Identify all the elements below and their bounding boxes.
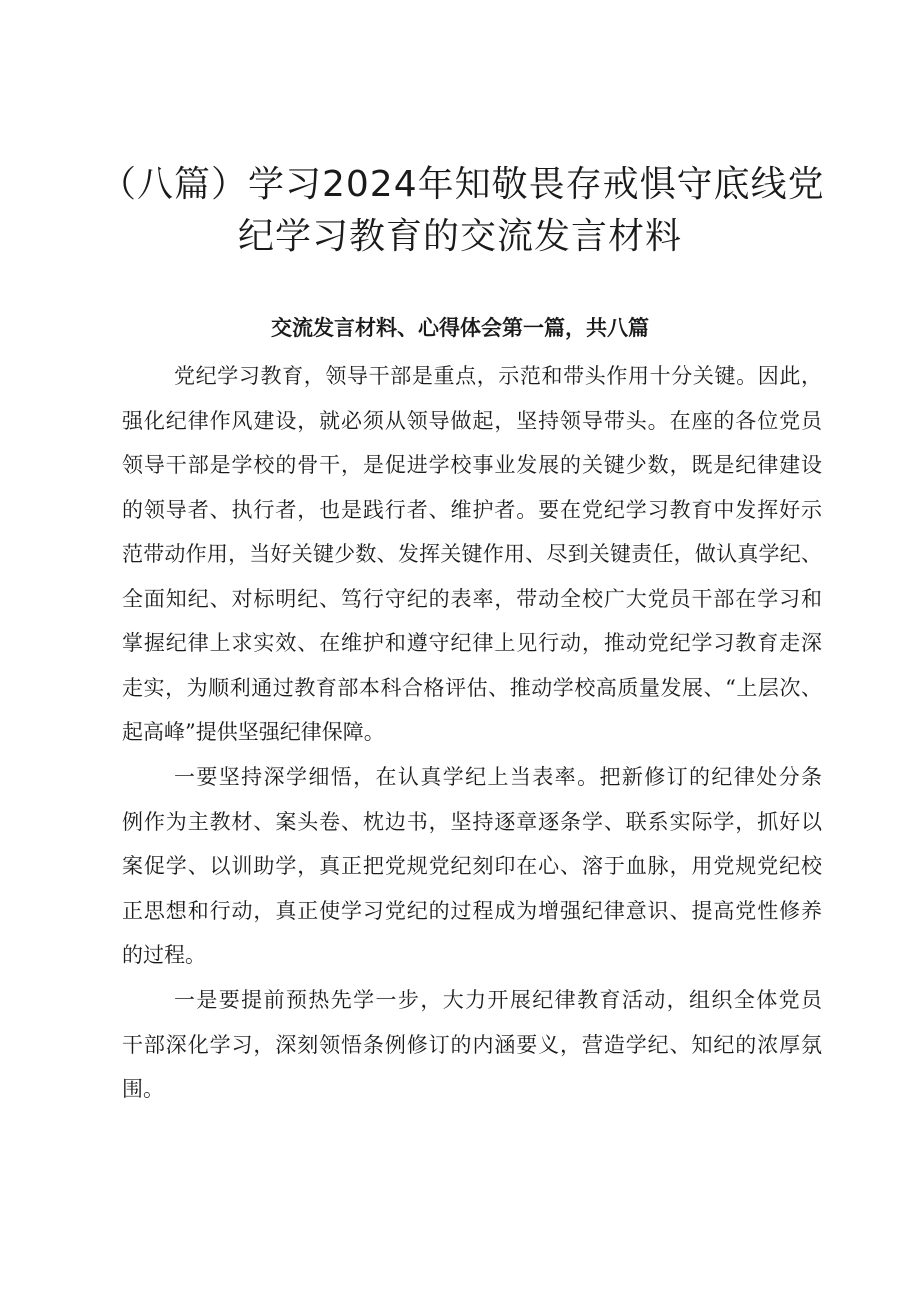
document-title-line-1: （八篇）学习2024年知敬畏存戒惧守底线党 bbox=[100, 164, 825, 205]
paragraph-line: 的领导者、执行者，也是践行者、维护者。要在党纪学习教育中发挥好示 bbox=[122, 497, 822, 522]
paragraph-line: 案促学、以训助学，真正把党规党纪刻印在心、溶于血脉，用党规党纪校 bbox=[122, 854, 822, 878]
paragraph-line: 例作为主教材、案头卷、枕边书，坚持逐章逐条学、联系实际学，抓好以 bbox=[122, 809, 822, 834]
paragraph-line: 党纪学习教育，领导干部是重点，示范和带头作用十分关键。因此， bbox=[174, 364, 822, 388]
paragraph-line: 一是要提前预热先学一步，大力开展纪律教育活动，组织全体党员 bbox=[174, 988, 822, 1012]
paragraph-line: 走实，为顺利通过教育部本科合格评估、推动学校高质量发展、“上层次、 bbox=[122, 675, 822, 700]
paragraph-line: 强化纪律作风建设，就必须从领导做起，坚持领导带头。在座的各位党员 bbox=[122, 408, 822, 433]
paragraph-line: 掌握纪律上求实效、在维护和遵守纪律上见行动，推动党纪学习教育走深 bbox=[122, 631, 822, 655]
paragraph-2 bbox=[122, 755, 822, 978]
paragraph-3 bbox=[122, 978, 822, 1112]
paragraph-line: 领导干部是学校的骨干，是促进学校事业发展的关键少数，既是纪律建设 bbox=[122, 453, 822, 477]
document-title-line-2: 纪学习教育的交流发言材料 bbox=[237, 216, 682, 257]
paragraph-line: 干部深化学习，深刻领悟条例修订的内涵要义，营造学纪、知纪的浓厚氛 bbox=[122, 1032, 822, 1057]
document-subtitle: 交流发言材料、心得体会第一篇，共八篇 bbox=[271, 315, 649, 340]
paragraph-line: 起高峰”提供坚强纪律保障。 bbox=[122, 720, 385, 744]
paragraph-line: 正思想和行动，真正使学习党纪的过程成为增强纪律意识、提高党性修养 bbox=[122, 898, 822, 923]
paragraph-line: 全面知纪、对标明纪、笃行守纪的表率，带动全校广大党员干部在学习和 bbox=[122, 586, 822, 611]
paragraph-line: 的过程。 bbox=[122, 943, 206, 967]
paragraph-line: 范带动作用，当好关键少数、发挥关键作用、尽到关键责任，做认真学纪、 bbox=[122, 542, 822, 566]
paragraph-line: 围。 bbox=[122, 1077, 164, 1101]
paragraph-1 bbox=[122, 354, 822, 755]
paragraph-line: 一要坚持深学细悟，在认真学纪上当表率。把新修订的纪律处分条 bbox=[174, 765, 822, 789]
